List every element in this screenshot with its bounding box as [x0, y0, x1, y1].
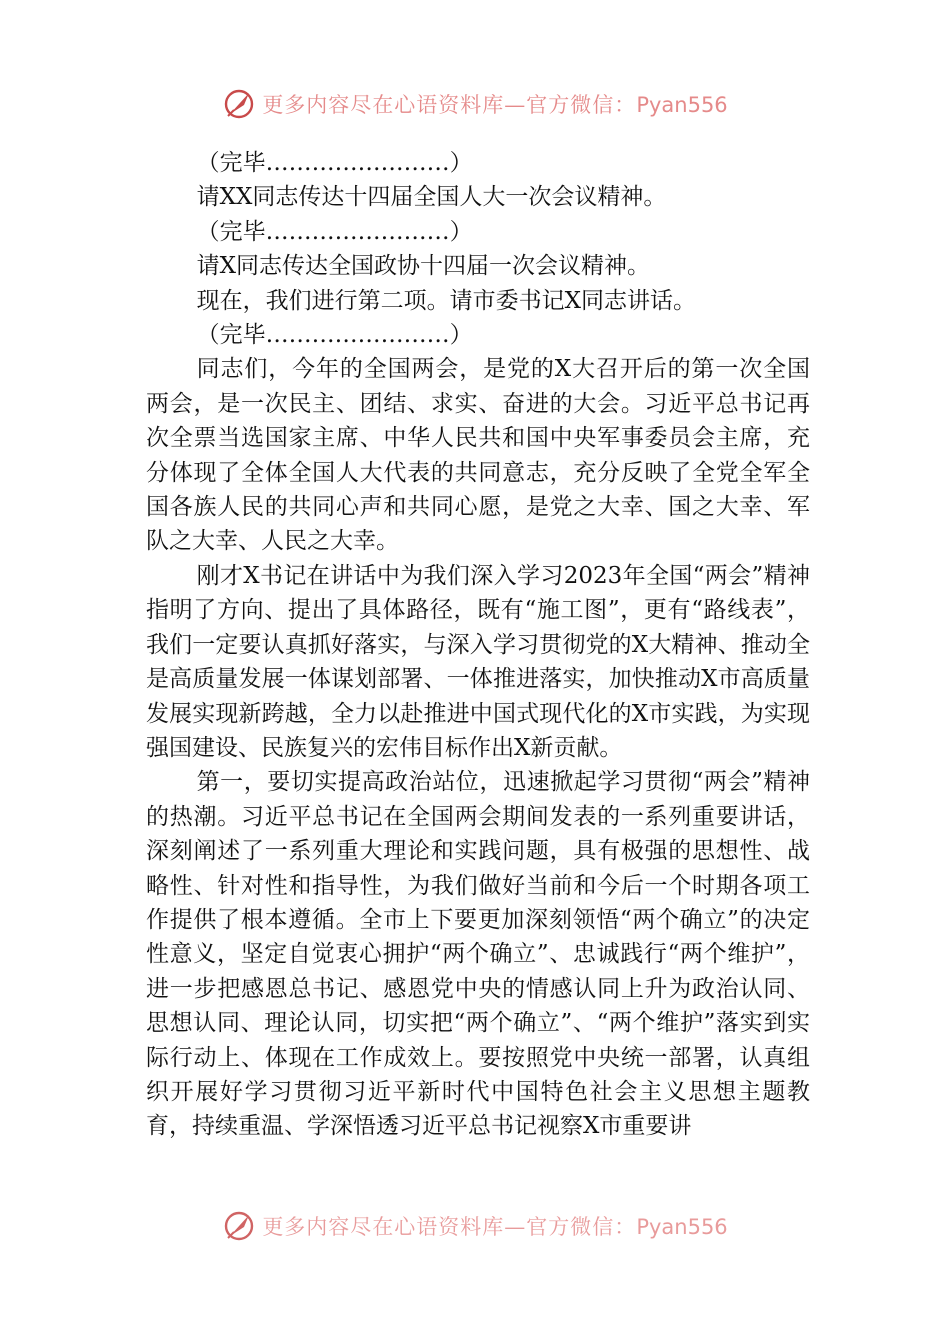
- document-body: [146, 146, 810, 1144]
- line-cppcc-spirit: 请X同志传达全国政协十四届一次会议精神。: [196, 253, 650, 280]
- watermark-wechat-id: Pyan556: [636, 1215, 728, 1239]
- quill-pen-logo-icon: [222, 87, 256, 121]
- line-completed-1: （完毕……………………）: [196, 150, 473, 176]
- watermark-text: 更多内容尽在心语资料库—官方微信：Pyan556: [262, 93, 728, 117]
- paragraph-comrades: 同志们，今年的全国两会，是党的X大召开后的第一次全国两会，是一次民主、团结、求实、奋进的大会。习近平总书记再次全票当选国家主席、中华人民共和国中央军事委员会主席，充分体现了全体全国人大代表的共同意志，充分反映了全党全军全国各族人民的共同心声和共同心愿，是党之大幸、国之大幸、军队之大幸、人民之大幸。: [146, 356, 810, 555]
- watermark-text: 更多内容尽在心语资料库—官方微信：Pyan556: [262, 1215, 728, 1239]
- line-npc-spirit: 请XX同志传达十四届全国人大一次会议精神。: [196, 184, 667, 211]
- line-completed-2: （完毕……………………）: [196, 218, 473, 245]
- quill-pen-logo-icon: [222, 1209, 256, 1243]
- footer-watermark: [0, 1206, 950, 1246]
- line-second-item: 现在，我们进行第二项。请市委书记X同志讲话。: [196, 287, 696, 314]
- paragraph-secretary-speech: 刚才X书记在讲话中为我们深入学习2023年全国“两会”精神指明了方向、提出了具体路径，既有“施工图”，更有“路线表”，我们一定要认真抓好落实，与深入学习贯彻党的X大精神、推动全是高质量发展一体谋划部署、一体推进落实，加快推动X市高质量发展实现新跨越，全力以赴推进中国式现代化的X市实践，为实现强国建设、民族复兴的宏伟目标作出X新贡献。: [146, 562, 810, 761]
- watermark-wechat-id: Pyan556: [636, 93, 728, 117]
- line-completed-3: （完毕……………………）: [196, 322, 473, 349]
- header-watermark: [0, 84, 950, 124]
- paragraph-first-point: 第一，要切实提高政治站位，迅速掀起学习贯彻“两会”精神的热潮。习近平总书记在全国两会期间发表的一系列重要讲话，深刻阐述了一系列重大理论和实践问题，具有极强的思想性、战略性、针对性和指导性，为我们做好当前和今后一个时期各项工作提供了根本遵循。全市上下要更加深刻领悟“两个确立”的决定性意义，坚定自觉衷心拥护“两个确立”、忠诚践行“两个维护”，进一步把感恩总书记、感恩党中央的情感认同上升为政治认同、思想认同、理论认同，切实把“两个确立”、“两个维护”落实到实际行动上、体现在工作成效上。要按照党中央统一部署，认真组织开展好学习贯彻习近平新时代中国特色社会主义思想主题教育，持续重温、学深悟透习近平总书记视察X市重要讲: [146, 769, 810, 1140]
